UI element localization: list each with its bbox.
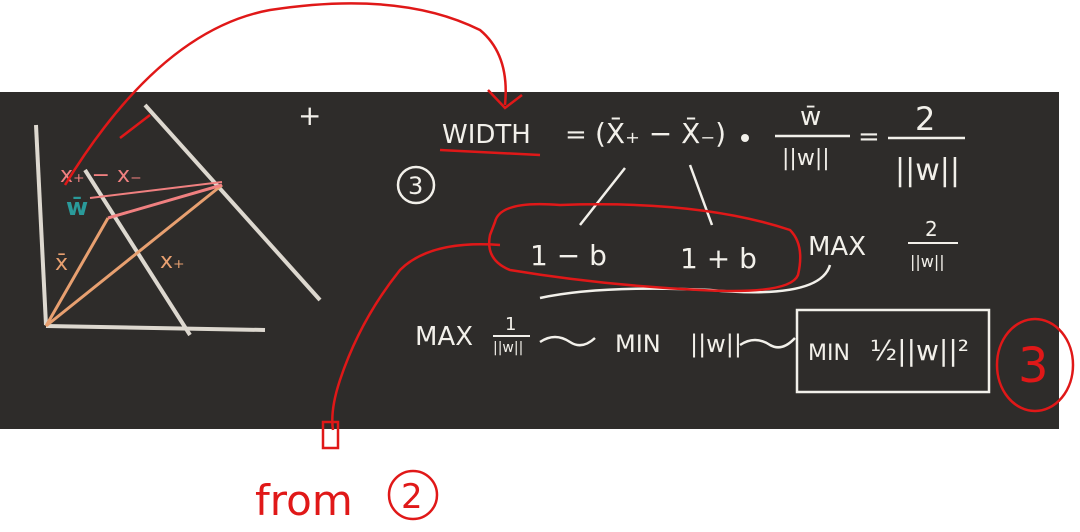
x-axis-line [46, 326, 265, 330]
row-max: MAX [415, 322, 474, 352]
width-underline [440, 150, 540, 155]
one-plus-b: 1 + b [680, 242, 757, 275]
row-min: MIN [615, 330, 661, 358]
squiggle-arrow-1 [540, 337, 595, 345]
norm-w-denominator: ||w|| [782, 146, 830, 171]
margin-diagram [36, 105, 320, 335]
link-end-marker [323, 422, 338, 448]
dot-operator [741, 134, 749, 142]
y-axis-line [36, 125, 46, 325]
difference-vector [108, 185, 222, 218]
max-norm: ||w|| [910, 252, 945, 271]
two-numerator: 2 [915, 100, 936, 138]
circled-three-number: 3 [1018, 338, 1049, 394]
max-two: 2 [925, 217, 938, 241]
one-minus-b: 1 − b [530, 239, 607, 272]
circled-two-number: 2 [401, 477, 423, 517]
row-norm: ||w|| [493, 340, 524, 356]
box-half-norm: ½||w||² [870, 334, 969, 367]
box-min: MIN [808, 341, 850, 366]
from-label: from [255, 476, 353, 525]
w-bar-numerator: w̄ [800, 102, 822, 132]
arrow-right [690, 165, 712, 225]
diagram-xplus-minus-label: x₊ − x₋ [60, 163, 142, 188]
max-label: MAX [808, 232, 867, 262]
squiggle-arrow-2 [740, 338, 795, 347]
row-one: 1 [505, 314, 517, 335]
top-arc-left-tick [120, 115, 150, 138]
arrow-left [580, 168, 625, 225]
paren-expression: (X̄₊ − X̄₋) [595, 117, 727, 150]
diagram-xplus-label: x₊ [160, 249, 185, 274]
step-number: 3 [408, 172, 424, 200]
plus-sign: + [298, 99, 322, 132]
equals-sign: = [565, 120, 587, 150]
equals-sign-2: = [858, 122, 880, 152]
diagram-x-label: x̄ [55, 251, 69, 276]
width-label: WIDTH [442, 120, 531, 150]
row-min-norm: ||w|| [690, 330, 742, 358]
top-arc-arrow [65, 3, 506, 185]
norm-w-denominator-2: ||w|| [895, 153, 960, 188]
diagram-w-label: w̄ [66, 193, 89, 221]
